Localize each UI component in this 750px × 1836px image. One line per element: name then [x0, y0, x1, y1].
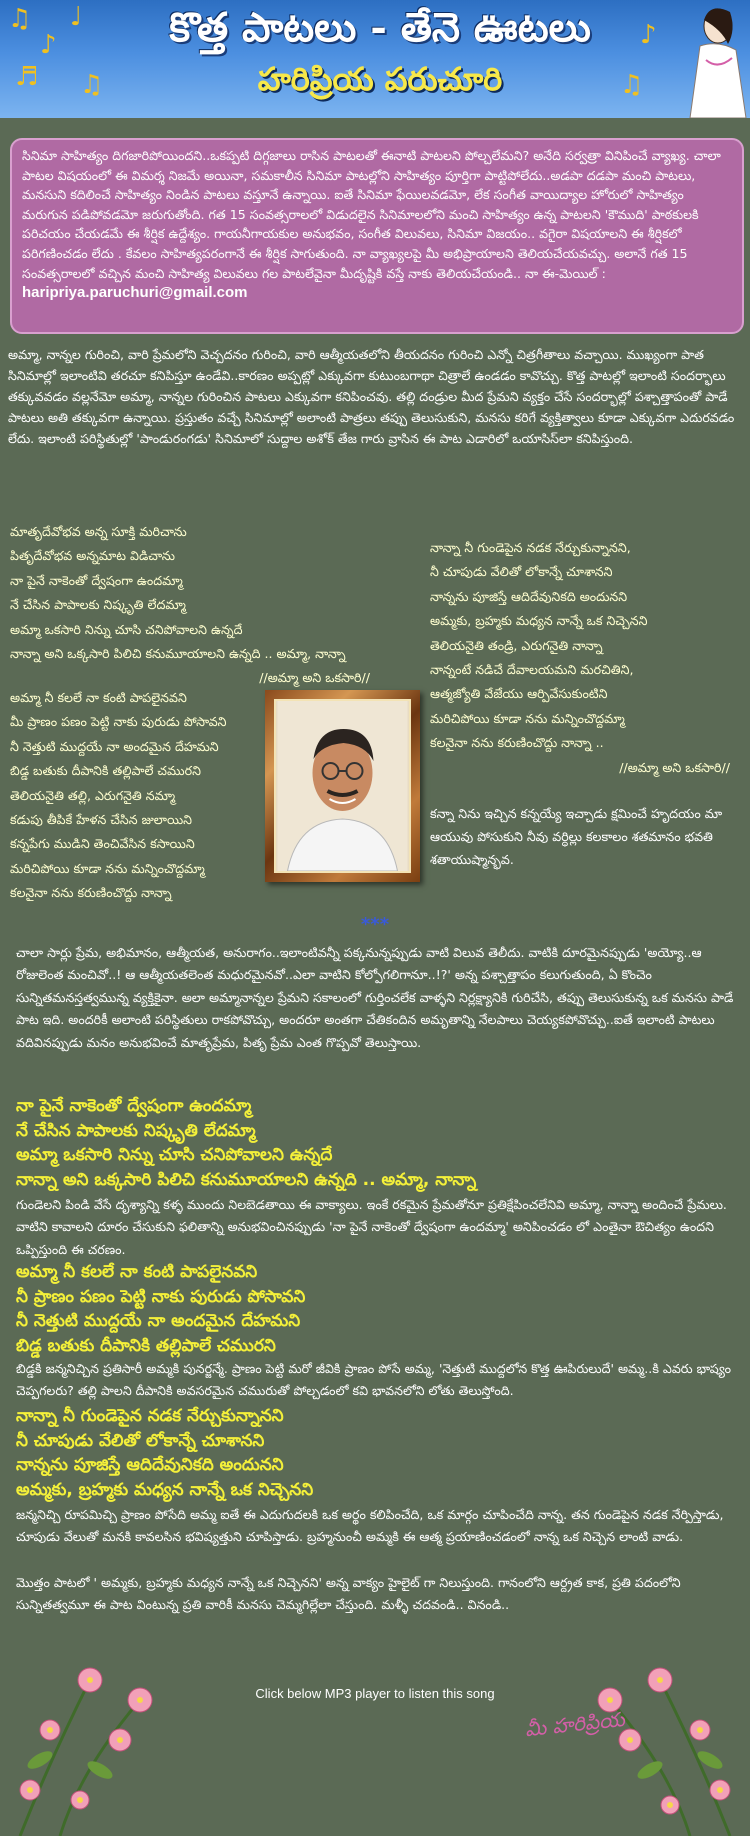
lyric-line: కడుపు తీపికే హేళన చేసిన జులాయిని	[10, 812, 192, 828]
author-signature: మీ హరిప్రియ	[523, 1706, 626, 1742]
refrain-tag: //అమ్మా అని ఒకసారి//	[259, 670, 370, 686]
lyric-line: ఆత్మజ్యోతి వేజేయు ఆర్పివేసుకుంటిని	[430, 686, 608, 702]
lyric-line: తెలియనైతి తండ్రి, ఎరుగనైతి నాన్నా	[430, 637, 603, 653]
lyric-line: బిడ్డ బతుకు దీపానికి తల్లిపాలే చమురని	[10, 763, 201, 779]
analysis-paragraph-1: చాలా సార్లు ప్రేమ, అభిమానం, ఆత్మీయత, అనురాగం..ఇలాంటివన్నీ పక్కనున్నప్పుడు వాటి విలువ తెలీదు. వాటికి దూరమైనప్పుడు 'అయ్యో..ఆ రోజులెంత మంచివో..! ఆ ఆత్మీయతలెంత మధురమైనవో..ఎలా వాటిని కోల్పోగలిగానూ..!?' అన్న పశ్చాత్తాపం కలుగుతుంది, ఏ కొంచెం సున్నితమనస్తత్వమున్న వ్యక్తికైనా. అలా అమ్మానాన్నల ప్రేమని సకాలంలో గుర్తించలేక వాళ్ళని నిర్లక్ష్యానికి గురిచేసి, తప్పు తెలుసుకున్న ఒక మనసు పాడే పాట ఇది. అందరికీ అలాంటి పరిస్థితులు రాకపోవొచ్చు, అందరూ అంతగా చేతికందిన అమృతాన్ని నేలపాలు చెయ్యకపోవొచ్చు..ఐతే ఇలాంటి పాటలు వదివినప్పుడు మనం అనుభవించే మాతృప్రేమ, పితృ ప్రేమ ఎంత గొప్పవో తెలుస్తాయి.	[16, 945, 734, 1050]
analysis-paragraph-5: మొత్తం పాటలో ' అమ్మకు, బ్రహ్మకు మధ్యన నాన్నే ఒక నిచ్చెనని' అన్న వాక్యం హైలైట్ గా నిలుస్తుంది. గానంలోని ఆర్ద్రత కాక, ప్రతి పదంలోని సున్నితత్వమూ ఈ పాట వింటున్న ప్రతి వారికీ మనసు చెమ్మగిల్లేలా చేస్తుంది. మళ్ళీ చదవండి.. వినండి..	[16, 1575, 681, 1613]
lyric-line: నా పైనే నాకెంతో ద్వేషంగా ఉందమ్మా	[10, 572, 183, 588]
lyricist-portrait	[274, 699, 411, 873]
flower-decoration-icon	[0, 1640, 170, 1836]
refrain-tag: //అమ్మా అని ఒకసారి//	[619, 759, 730, 775]
lyricist-portrait-frame	[265, 690, 420, 882]
analysis-paragraph-4: జన్మనిచ్చి రూపమిచ్చి ప్రాణం పోసేది అమ్మ ఐతే ఈ ఎదుగుదలకి ఒక అర్థం కలిపించేది, ఒక మార్గం చూపించేది నాన్న. తన గుండెపైన నడక నేర్పిస్తాడు, చూపుడు వేలుతో మనకి కావలసిన భవిష్యత్తుని చూపిస్తాడు. బ్రహ్మనుంచీ అమ్మకి ఈ ఆత్మ ప్రయాణించడంలో నాన్న ఒక నిచ్చెన లాంటి వాడు.	[16, 1507, 724, 1545]
music-note-icon: ♬	[15, 62, 39, 92]
lyric-line: పితృదేవోభవ అన్నమాట విడిచాను	[10, 548, 175, 564]
highlight-line: నే చేసిన పాపాలకు నిష్కృతి లేదమ్మా	[16, 1120, 256, 1141]
lyric-line: అమ్మా ఒకసారి నిన్ను చూసి చనిపోవాలని ఉన్నదే	[10, 621, 243, 637]
highlight-line: అమ్మకు, బ్రహ్మకు మధ్యన నాన్నే ఒక నిచ్చెనని	[16, 1479, 314, 1500]
highlight-line: నాన్నా అని ఒక్కసారి పిలిచి కనుమూయాలని ఉన్నది .. అమ్మా, నాన్నా	[16, 1169, 477, 1190]
music-note-icon: ♫	[620, 70, 644, 100]
lyric-line: నే చేసిన పాపాలకు నిష్కృతి లేదమ్మా	[10, 597, 186, 613]
lyric-line: అమ్మా నీ కలలే నా కంటి పాపలైనవని	[10, 690, 187, 705]
intro-paragraph: అమ్మా, నాన్నల గురించి, వారి ప్రేమలోని వెచ్చదనం గురించి, వారి ఆత్మీయతలోని తీయదనం గురించి ఎన్నో చిత్రగీతాలు వచ్చాయి. ముఖ్యంగా పాత సినిమాల్లో ఇలాంటివి తరచూ కనిపిస్తూ ఉండేవి..కారణం అప్పట్లో ఎక్కువగా కుటుంబగాథా చిత్రాలే ఉండడం కావొచ్చు. కొత్త పాటల్లో ఇలాంటి సందర్భాలు తక్కువవడం వల్లనేమో అమ్మా, నాన్నల గురించిన పాటలు ఎక్కువగా కనిపించవు. తల్లి దండ్రుల మీద ప్రేమని వ్యక్తం చేసే సందర్భాల్లో పశ్చాత్తాపంతో పాడే పాటలు అతి తక్కువగా ఉన్నాయి. ప్రస్తుతం వచ్చే సినిమాల్లో అలాంటి పాత్రలు తప్పు తెలుసుకుని, మనసు కరిగే వ్యక్తిత్వాలు కూడా ఎక్కువగా ఎదురవడం లేదు. ఇలాంటి పరిస్థితుల్లో 'పాండురంగడు' సినిమాలో సుద్దాల అశోక్ తేజ గారు వ్రాసిన ఈ పాట ఎడారిలో ఒయాసిస్‌లా కనిపిస్తుంది.	[8, 347, 735, 446]
highlight-lyrics-2	[16, 1260, 736, 1358]
lyrics-charanam-1	[10, 686, 260, 906]
lyric-line: కలనైనా నను కరుణించొద్దు నాన్నా	[10, 885, 172, 901]
email-link[interactable]: haripriya.paruchuri@gmail.com	[22, 284, 248, 302]
highlight-lyrics-3	[16, 1404, 736, 1502]
lyric-line: మీ ప్రాణం పణం పెట్టి నాకు పురుడు పోసావని	[10, 714, 227, 730]
music-note-icon: ♪	[640, 20, 657, 50]
music-note-icon: ♫	[8, 4, 32, 34]
lyric-line: మాతృదేవోభవ అన్న సూక్తి మరిచాను	[10, 524, 187, 539]
analysis-paragraph-3: బిడ్డకి జన్మనిచ్చిన ప్రతిసారీ అమ్మకి పునర్జన్మే. ప్రాణం పెట్టి మరో జీవికి ప్రాణం పోసే అమ్మ, 'నెత్తుటి ముద్దలోన కొత్త ఊపిరులుదే' అమ్మ..కి ఎవరు భాష్యం చెప్పగలరు? తల్లి పాలని దీపానికి అవసరమైన చమురుతో పోల్చడంలో కవి భావనలోని లోతు తెలుస్తోంది.	[16, 1361, 732, 1399]
lyrics-pallavi	[10, 520, 400, 691]
music-note-icon: ♩	[70, 2, 83, 32]
lyric-line: నీ నెత్తుటి ముద్దయే నా అందమైన దేహమని	[10, 738, 219, 754]
highlight-line: నాన్నను పూజిస్తే ఆదిదేవునికది అందునని	[16, 1455, 284, 1476]
highlight-line: నీ చూపుడు వేలితో లోకాన్నే చూశానని	[16, 1430, 265, 1451]
lyric-line: నాన్నను పూజిస్తే ఆదిదేవునికది అందునని	[430, 588, 628, 604]
lyric-line: తెలియనైతి తల్లి, ఎరుగనైతి నమ్మా	[10, 787, 176, 803]
intro-box	[10, 138, 744, 334]
highlight-line: అమ్మా ఒకసారి నిన్ను చూసి చనిపోవాలని ఉన్నదే	[16, 1145, 333, 1166]
blessing-paragraph: కన్నా నిను ఇచ్చిన కన్నయ్యే ఇచ్చాడు క్షమించే హృదయం మా ఆయువు పోసుకుని నీవు వర్ధిల్లు కలకాలం శతమానం భవతి శతాయుష్మాన్భవ.	[430, 806, 723, 867]
lyric-line: నాన్నంటే నడిచే దేవాలయమని మరచితిని,	[430, 662, 634, 678]
portrait-icon	[276, 701, 409, 871]
lyric-line: నాన్నా అని ఒక్కసారి పిలిచి కనుమూయాలని ఉన్నది .. అమ్మా, నాన్నా	[10, 646, 346, 662]
section-divider: ***	[360, 914, 390, 935]
lyric-line: అమ్మకు, బ్రహ్మకు మధ్యన నాన్నే ఒక నిచ్చెనని	[430, 613, 648, 629]
highlight-line: నీ నెత్తుటి ముద్దయే నా అందమైన దేహమని	[16, 1311, 301, 1332]
intro-text: సినిమా సాహిత్యం దిగజారిపోయిందని..ఒకప్పటి దిగ్గజాలు రాసిన పాటలతో ఈనాటి పాటలని పోల్చలేమని? అనేది సర్వత్రా వినిపించే వ్యాఖ్య. చాలా పాటల విషయంలో ఈ విమర్శ నిజమే అయినా, సమకాలీన సినిమా పాటల్లోని సాహిత్యం పూర్తిగా పాట్టిపోలేదు..అడపా దడపా మంచి పాటలు, మనసుని కదిలించే సాహిత్యం నిండిన పాటలు వస్తూనే ఉన్నాయి. ఐతే సినిమా ఫేయిలవడమో, లేక సంగీత వాయిద్యాల హోరులో సాహిత్యం మరుగున పడిపోవడమో జరుగుతోంది. గత 15 సంవత్సరాలలో విడుదలైన సినిమాలలోని మంచి సాహిత్యం ఉన్న పాటలని 'కౌముది' పాఠకులకి పరిచయం చేయడమే ఈ శీర్షిక ఉద్దేశ్యం. గాయనీగాయకుల అనుభవం, సంగీత విలువలు, సినిమా విజయం.. వగైరా విషయాలని ఈ శీర్షికలో పరిగణించడం లేదు . కేవలం సాహిత్యపరంగానే ఈ శీర్షిక సాగుతుంది. నా వ్యాఖ్యలపై మీ అభిప్రాయాలని తెలియచేయవచ్చు. అలానే గత 15 సంవత్సరాలలో వచ్చిన మంచి సాహిత్య విలువలు గల పాటలేవైనా మీదృష్టికి వస్తే నాకు తెలియచేయండి.. నా ఈ-మెయిల్ :	[22, 148, 721, 281]
lyric-line: మరిచిపోయి కూడా నను మన్నించొద్దమ్మా	[10, 860, 205, 876]
highlight-line: నీ ప్రాణం పణం పెట్టి నాకు పురుడు పోసావని	[16, 1286, 306, 1307]
site-subtitle: హరిప్రియ పరుచూరి	[257, 60, 503, 98]
highlight-lyrics-1	[16, 1094, 736, 1192]
music-note-icon: ♫	[80, 70, 104, 100]
header-banner	[0, 0, 750, 118]
lyric-line: మరిచిపోయి కూడా నను మన్నించొద్దమ్మా	[430, 710, 625, 726]
lyric-line: కలనైనా నను కరుణించొద్దు నాన్నా ..	[430, 735, 604, 751]
highlight-line: నాన్నా నీ గుండెపైన నడక నేర్చుకున్నానని	[16, 1406, 284, 1426]
highlight-line: అమ్మా నీ కలలే నా కంటి పాపలైనవని	[16, 1262, 258, 1282]
lyric-line: నాన్నా నీ గుండెపైన నడక నేర్చుకున్నానని,	[430, 540, 631, 555]
mp3-player-caption: Click below MP3 player to listen this song	[255, 1686, 495, 1701]
singer-illustration-icon	[670, 0, 750, 118]
analysis-paragraph-2: గుండెలని పిండి వేసే దృశ్యాన్ని కళ్ళ ముందు నిలబెడతాయి ఈ వాక్యాలు. ఇంకే రకమైన ప్రేమతోనూ ప్రతిక్షేపించలేనివి అమ్మా, నాన్నా అందించే ప్రేమలు. వాటిని కావాలని దూరం చేసుకుని ఫలితాన్ని అనుభవించినప్పుడు 'నా పైనే నాకెంతో ద్వేషంగా ఉందమ్మా' అనిపించడం లో ఎంతైనా ఔచిత్యం ఉందని ఒప్పిస్తుంది ఈ చరణం.	[16, 1197, 727, 1257]
highlight-line: నా పైనే నాకెంతో ద్వేషంగా ఉందమ్మా	[16, 1096, 252, 1116]
lyrics-charanam-2	[430, 536, 740, 780]
site-title: కొత్త పాటలు - తేనె ఊటలు	[169, 4, 591, 51]
lyric-line: నీ చూపుడు వేలితో లోకాన్నే చూశానని	[430, 564, 613, 580]
music-note-icon: ♪	[40, 30, 57, 60]
lyric-line: కన్నపేగు ముడిని తెంచివేసిన కసాయిని	[10, 836, 195, 852]
highlight-line: బిడ్డ బతుకు దీపానికి తల్లిపాలే చమురని	[16, 1335, 276, 1356]
